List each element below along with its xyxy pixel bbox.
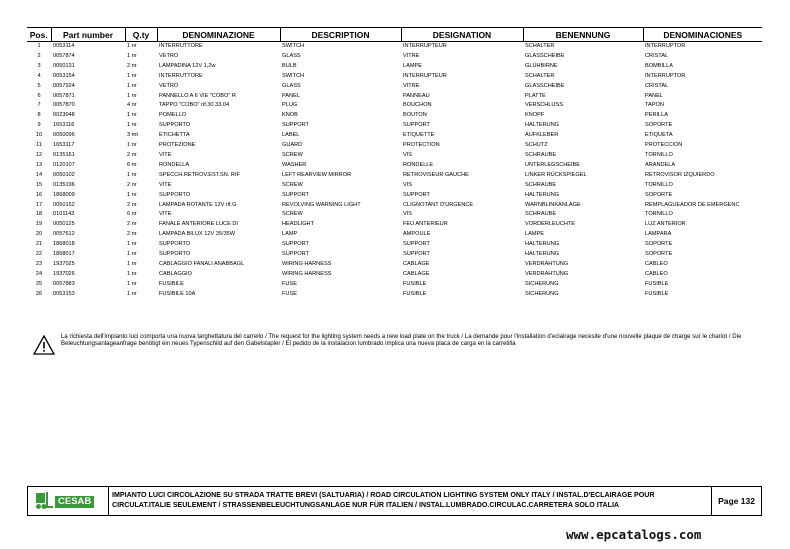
table-cell: 0101143 xyxy=(53,211,75,218)
table-cell: 2 xyxy=(37,52,41,59)
table-cell: VERDRAHTUNG xyxy=(525,270,569,277)
table-cell: 4 nr xyxy=(127,102,137,109)
table-cell: PROTECTION xyxy=(403,142,440,149)
table-cell: LAMP xyxy=(282,231,298,238)
table-cell: INTERRUTTORE xyxy=(159,43,203,49)
table-cell: VETRO xyxy=(159,82,179,89)
column-header: DESCRIPTION xyxy=(280,28,401,42)
table-row xyxy=(27,82,762,92)
table-cell: 1653116 xyxy=(53,122,75,129)
table-cell: SOPORTE xyxy=(645,191,673,198)
table-cell: CABLEO xyxy=(645,270,668,277)
page-number: Page 132 xyxy=(711,487,761,515)
table-row xyxy=(27,240,762,250)
table-cell: 1 nr xyxy=(127,260,137,267)
table-cell: PANNEAU xyxy=(403,92,430,99)
table-cell: WARNBLINKANLAGE xyxy=(525,201,581,208)
table-cell: INTERRUPTEUR xyxy=(403,72,447,79)
table-cell: GLÜHBIRNE xyxy=(525,62,558,69)
table-cell: 22 xyxy=(35,251,43,258)
table-cell: 6 xyxy=(37,92,41,99)
table-cell: PROTEZIONE xyxy=(159,142,196,149)
table-cell: SUPPORT xyxy=(403,251,430,258)
table-cell: 1 nr xyxy=(127,92,137,99)
table-cell: PERILLA xyxy=(645,112,669,119)
table-body xyxy=(27,42,762,300)
table-cell: 1 nr xyxy=(127,290,137,297)
table-cell: 21 xyxy=(35,241,43,248)
table-cell: SUPPORT xyxy=(403,241,430,248)
table-cell: KNOPF xyxy=(525,112,545,119)
table-cell: 1 nr xyxy=(127,112,137,119)
brand-logo xyxy=(28,487,109,515)
column-header: Pos. xyxy=(27,28,51,42)
table-row xyxy=(27,230,762,240)
table-cell: SCREW xyxy=(282,211,303,218)
table-cell: PLATTE xyxy=(525,92,546,99)
table-cell: 1653117 xyxy=(53,142,75,149)
table-cell: TAPPO "COBO" rif.30.33.04 xyxy=(159,102,230,109)
table-cell: 0057924 xyxy=(53,82,75,89)
table-cell: FUSIBILE xyxy=(159,280,184,287)
table-cell: 12 xyxy=(35,151,43,158)
warning-note xyxy=(33,333,760,361)
table-cell: 1 nr xyxy=(127,72,137,79)
table-cell: CABLAGE xyxy=(403,270,430,277)
table-cell: ETICHETTA xyxy=(159,132,190,139)
table-cell: HALTERUNG xyxy=(525,122,560,129)
table-cell: 9 xyxy=(37,122,41,129)
table-cell: BOUTON xyxy=(403,112,427,119)
table-cell: RETROVISEUR GAUCHE xyxy=(403,171,469,178)
table-row xyxy=(27,210,762,220)
table-cell: 16 xyxy=(35,191,43,198)
table-cell: VETRO xyxy=(159,52,179,59)
table-cell: SUPPORT xyxy=(282,251,309,258)
table-cell: CLIGNOTANT D'URGENCE xyxy=(403,201,474,208)
table-cell: GUARD xyxy=(282,142,303,149)
table-cell: VITE xyxy=(159,181,172,188)
table-cell: LAMPE xyxy=(525,231,544,238)
table-cell: 0050152 xyxy=(53,201,75,208)
table-cell: REMPLAGUEADOR DE EMERGENC xyxy=(645,201,740,208)
table-cell: 1 nr xyxy=(127,122,137,129)
table-cell: BULB xyxy=(282,62,297,69)
table-cell: SUPPORT xyxy=(403,122,430,129)
table-cell: GLASSCHEIBE xyxy=(525,52,565,59)
table-cell: CABLAGE xyxy=(403,260,430,267)
table-cell: 26 xyxy=(35,290,43,297)
table-cell: VITRE xyxy=(403,82,420,89)
table-cell: 1937026 xyxy=(53,270,75,277)
table-cell: CABLEO xyxy=(645,260,668,267)
table-cell: 0120107 xyxy=(53,161,75,168)
table-cell: VITE xyxy=(159,151,172,158)
table-cell: POMELLO xyxy=(159,112,187,119)
table-cell: RONDELLE xyxy=(403,161,434,168)
table-cell: FANALE ANTERIORE LUCE DI xyxy=(159,221,238,228)
table-cell: LAMPADA BILUX 12V 35/35W xyxy=(159,231,236,238)
table-cell: VIS xyxy=(403,181,413,188)
table-cell: 1 nr xyxy=(127,280,137,287)
page-footer xyxy=(27,486,762,516)
table-cell: PROTECCION xyxy=(645,142,683,149)
column-header: DENOMINAZIONE xyxy=(157,28,280,42)
table-cell: 1868017 xyxy=(53,251,75,258)
table-cell: BOMBILLA xyxy=(645,62,673,69)
table-cell: 0135196 xyxy=(53,181,75,188)
table-cell: SCREW xyxy=(282,181,303,188)
table-row xyxy=(27,42,762,52)
table-cell: ETIQUETA xyxy=(645,132,673,139)
table-cell: 0053153 xyxy=(53,290,75,297)
table-cell: LAMPADA ROTANTE 12V rif.G xyxy=(159,201,237,208)
table-cell: INTERRUPTEUR xyxy=(403,43,447,49)
table-cell: SCHRAUBE xyxy=(525,211,557,218)
table-cell: GLASSCHEIBE xyxy=(525,82,565,89)
table-row xyxy=(27,220,762,230)
table-cell: 17 xyxy=(35,201,43,208)
table-row xyxy=(27,121,762,131)
table-cell: SWITCH xyxy=(282,43,305,49)
table-cell: SUPPORTO xyxy=(159,191,191,198)
table-cell: 25 xyxy=(35,280,43,287)
table-cell: INTERRUTTORE xyxy=(159,72,203,79)
table-cell: GLASS xyxy=(282,82,301,89)
table-cell: 6 nr xyxy=(127,161,137,168)
table-cell: 0050125 xyxy=(53,221,75,228)
table-cell: SCHALTER xyxy=(525,72,555,79)
table-cell: REVOLVING WARNING LIGHT xyxy=(282,201,361,208)
table-cell: SCREW xyxy=(282,151,303,158)
table-cell: TORNILLO xyxy=(645,151,673,158)
table-cell: SCHRAUBE xyxy=(525,181,557,188)
table-cell: ETIQUETTE xyxy=(403,132,435,139)
table-cell: SUPPORTO xyxy=(159,241,191,248)
table-cell: 1 nr xyxy=(127,43,137,49)
table-cell: INTERRUPTOR xyxy=(645,43,686,49)
table-cell: 1 nr xyxy=(127,82,137,89)
table-cell: 0135161 xyxy=(53,151,75,158)
table-cell: LAMPE xyxy=(403,62,422,69)
table-cell: LINKER RÜCKSPIEGEL xyxy=(525,171,587,178)
table-cell: 0057871 xyxy=(53,92,75,99)
table-row xyxy=(27,260,762,270)
column-header: DESIGNATION xyxy=(401,28,523,42)
table-cell: 0053114 xyxy=(53,43,75,49)
table-row xyxy=(27,52,762,62)
table-cell: 2 nr xyxy=(127,221,137,228)
table-cell: 0050131 xyxy=(53,62,75,69)
table-cell: WASHER xyxy=(282,161,307,168)
table-cell: LEFT REARVIEW MIRROR xyxy=(282,171,352,178)
table-row xyxy=(27,280,762,290)
table-cell: 2 nr xyxy=(127,231,137,238)
table-cell: SCHALTER xyxy=(525,43,555,49)
table-cell: 15 xyxy=(35,181,43,188)
table-cell: FUSIBILE 10A xyxy=(159,290,196,297)
table-row xyxy=(27,151,762,161)
table-row xyxy=(27,181,762,191)
table-cell: LAMPARA xyxy=(645,231,672,238)
table-cell: KNOB xyxy=(282,112,298,119)
table-cell: ARANDELA xyxy=(645,161,676,168)
table-cell: HEADLIGHT xyxy=(282,221,315,228)
table-cell: HALTERUNG xyxy=(525,251,560,258)
table-cell: 13 xyxy=(35,161,43,168)
table-cell: 6 nr xyxy=(127,211,137,218)
table-cell: VIS xyxy=(403,151,413,158)
table-row xyxy=(27,111,762,121)
table-cell: 0050096 xyxy=(53,132,75,139)
table-cell: CRISTAL xyxy=(645,82,669,89)
watermark: www.epcatalogs.com xyxy=(566,527,702,542)
brand-logo-text: CESAB xyxy=(55,496,94,508)
table-cell: 20 xyxy=(35,231,43,238)
table-cell: 0023048 xyxy=(53,112,75,119)
column-header: Q.ty xyxy=(125,28,157,42)
table-cell: TORNILLO xyxy=(645,211,673,218)
table-cell: 2 nr xyxy=(127,62,137,69)
table-cell: 18 xyxy=(35,211,43,218)
table-row xyxy=(27,101,762,111)
table-cell: 4 xyxy=(37,72,41,79)
column-header: BENENNUNG xyxy=(523,28,643,42)
column-header: DENOMINACIONES xyxy=(643,28,762,42)
table-cell: CABLAGGIO FANALI ANABBAGL xyxy=(159,260,245,267)
table-cell: 1 nr xyxy=(127,270,137,277)
warning-text: La richiesta dell'impianto luci comporta una nuova targhettatura del carrello / The request for the lighting system needs a new load plate on the truck / La demande pour l'installation d'eclairage necesite d'une nouvelle plaque de charge sur le chariot / Die Beleuchtungsanlageanfrage benötigt ein neues Typenschild auf den Gabelstapler / El pedido de la instalacion lumbrado implica una nueva placa de carga en la carretilla xyxy=(61,333,742,348)
table-cell: TORNILLO xyxy=(645,181,673,188)
table-cell: 0053154 xyxy=(53,72,75,79)
table-cell: GLASS xyxy=(282,52,301,59)
table-cell: CRISTAL xyxy=(645,52,669,59)
warning-triangle-icon xyxy=(33,335,55,355)
table-cell: 0057870 xyxy=(53,102,75,109)
table-cell: SUPPORT xyxy=(282,191,309,198)
table-cell: VITE xyxy=(159,211,172,218)
table-cell: 0057612 xyxy=(53,231,75,238)
table-cell: VIS xyxy=(403,211,413,218)
table-cell: WIRING HARNESS xyxy=(282,260,332,267)
table-cell: 1 nr xyxy=(127,52,137,59)
table-row xyxy=(27,191,762,201)
table-cell: 1937025 xyxy=(53,260,75,267)
table-cell: SOPORTE xyxy=(645,251,673,258)
table-cell: 0057883 xyxy=(53,280,75,287)
table-cell: LUZ ANTERIOR xyxy=(645,221,686,228)
table-cell: 1 nr xyxy=(127,142,137,149)
table-cell: FUSIBLE xyxy=(645,290,669,297)
table-cell: SUPPORT xyxy=(282,241,309,248)
table-row xyxy=(27,92,762,102)
table-cell: SICHERUNG xyxy=(525,280,559,287)
table-cell: 2 nr xyxy=(127,181,137,188)
table-cell: SOPORTE xyxy=(645,122,673,129)
table-cell: 0057874 xyxy=(53,52,75,59)
table-cell: SCHUTZ xyxy=(525,142,548,149)
table-cell: 10 xyxy=(35,132,43,139)
table-cell: VERDRAHTUNG xyxy=(525,260,569,267)
table-cell: 1868009 xyxy=(53,191,75,198)
table-cell: WIRING HARNESS xyxy=(282,270,332,277)
table-cell: 7 xyxy=(37,102,41,109)
table-cell: 2 nr xyxy=(127,151,137,158)
table-cell: 2 nr xyxy=(127,201,137,208)
table-cell: CABLAGGIO xyxy=(159,270,192,277)
table-cell: SCHRAUBE xyxy=(525,151,557,158)
table-cell: 3 mt xyxy=(127,132,138,139)
table-row xyxy=(27,270,762,280)
table-cell: FUSIBLE xyxy=(403,290,427,297)
table-cell: FUSIBLE xyxy=(645,280,669,287)
table-cell: 1 nr xyxy=(127,191,137,198)
table-cell: SUPPORTO xyxy=(159,122,191,129)
table-cell: 3 xyxy=(37,62,41,69)
table-row xyxy=(27,161,762,171)
table-cell: 23 xyxy=(35,260,43,267)
table-row xyxy=(27,250,762,260)
table-cell: BOUCHON xyxy=(403,102,432,109)
parts-table xyxy=(27,27,762,300)
table-cell: VITRE xyxy=(403,52,420,59)
table-cell: 5 xyxy=(37,82,41,89)
table-cell: FEU ANTERIEUR xyxy=(403,221,448,228)
column-header: Part number xyxy=(51,28,125,42)
table-cell: PANNELLO A 6 VIE "COBO" R xyxy=(159,92,236,99)
table-cell: LAMPADINA 12V 1,2w xyxy=(159,62,216,69)
table-cell: 1 xyxy=(37,43,41,49)
table-cell: INTERRUPTOR xyxy=(645,72,686,79)
table-cell: 1 nr xyxy=(127,241,137,248)
table-row xyxy=(27,62,762,72)
table-cell: 11 xyxy=(36,142,42,149)
table-cell: SUPPORT xyxy=(282,122,309,129)
table-cell: SOPORTE xyxy=(645,241,673,248)
table-row xyxy=(27,131,762,141)
table-cell: TAPON xyxy=(645,102,664,109)
table-cell: AMPOULE xyxy=(403,231,431,238)
table-cell: HALTERUNG xyxy=(525,241,560,248)
table-cell: 1 nr xyxy=(127,251,137,258)
table-cell: SUPPORT xyxy=(403,191,430,198)
table-cell: RETROVISOR IZQUIERDO xyxy=(645,171,715,178)
table-row xyxy=(27,290,762,300)
table-cell: VORDERLEUCHTE xyxy=(525,221,576,228)
table-cell: FUSIBLE xyxy=(403,280,427,287)
table-cell: 8 xyxy=(37,112,41,119)
table-cell: FUSE xyxy=(282,290,297,297)
section-title: IMPIANTO LUCI CIRCOLAZIONE SU STRADA TRATTE BREVI (SALTUARIA) / ROAD CIRCULATION LIGHTING SYSTEM ONLY ITALY / INSTAL.D'ECLAIRAGE POUR CIRCULAT.ITALIE SEULEMENT / STRASSENBELEUCHTUNGSANLAGE NUR FÜR ITALIEN / INSTAL.LUMBRADO.CIRCULAC.CARRETERA SOLO ITALIA xyxy=(112,491,655,509)
table-cell: SICHERUNG xyxy=(525,290,559,297)
table-cell: FUSE xyxy=(282,280,297,287)
table-row xyxy=(27,171,762,181)
table-cell: PLUG xyxy=(282,102,298,109)
table-cell: 14 xyxy=(35,171,43,178)
forklift-logo-icon xyxy=(35,491,53,511)
table-cell: 1 nr xyxy=(127,171,137,178)
table-cell: SPECCH.RETROV.EST.SN. RIF xyxy=(159,171,240,178)
table-row xyxy=(27,72,762,82)
table-cell: 19 xyxy=(35,221,43,228)
table-cell: 1868018 xyxy=(53,241,75,248)
table-cell: 24 xyxy=(35,270,43,277)
table-header-row xyxy=(27,28,762,42)
table-cell: VERSCHLUSS xyxy=(525,102,563,109)
table-row xyxy=(27,141,762,151)
table-cell: RONDELLA xyxy=(159,161,190,168)
table-cell: UNTERLEGSCHEIBE xyxy=(525,161,581,168)
table-cell: SUPPORTO xyxy=(159,251,191,258)
table-row xyxy=(27,201,762,211)
table-cell: PANEL xyxy=(282,92,300,99)
table-cell: 0050102 xyxy=(53,171,75,178)
table-cell: AUFKLEBER xyxy=(525,132,559,139)
table-cell: SWITCH xyxy=(282,72,305,79)
table-cell: HALTERUNG xyxy=(525,191,560,198)
table-cell: PANEL xyxy=(645,92,663,99)
table-cell: LABEL xyxy=(282,132,300,139)
